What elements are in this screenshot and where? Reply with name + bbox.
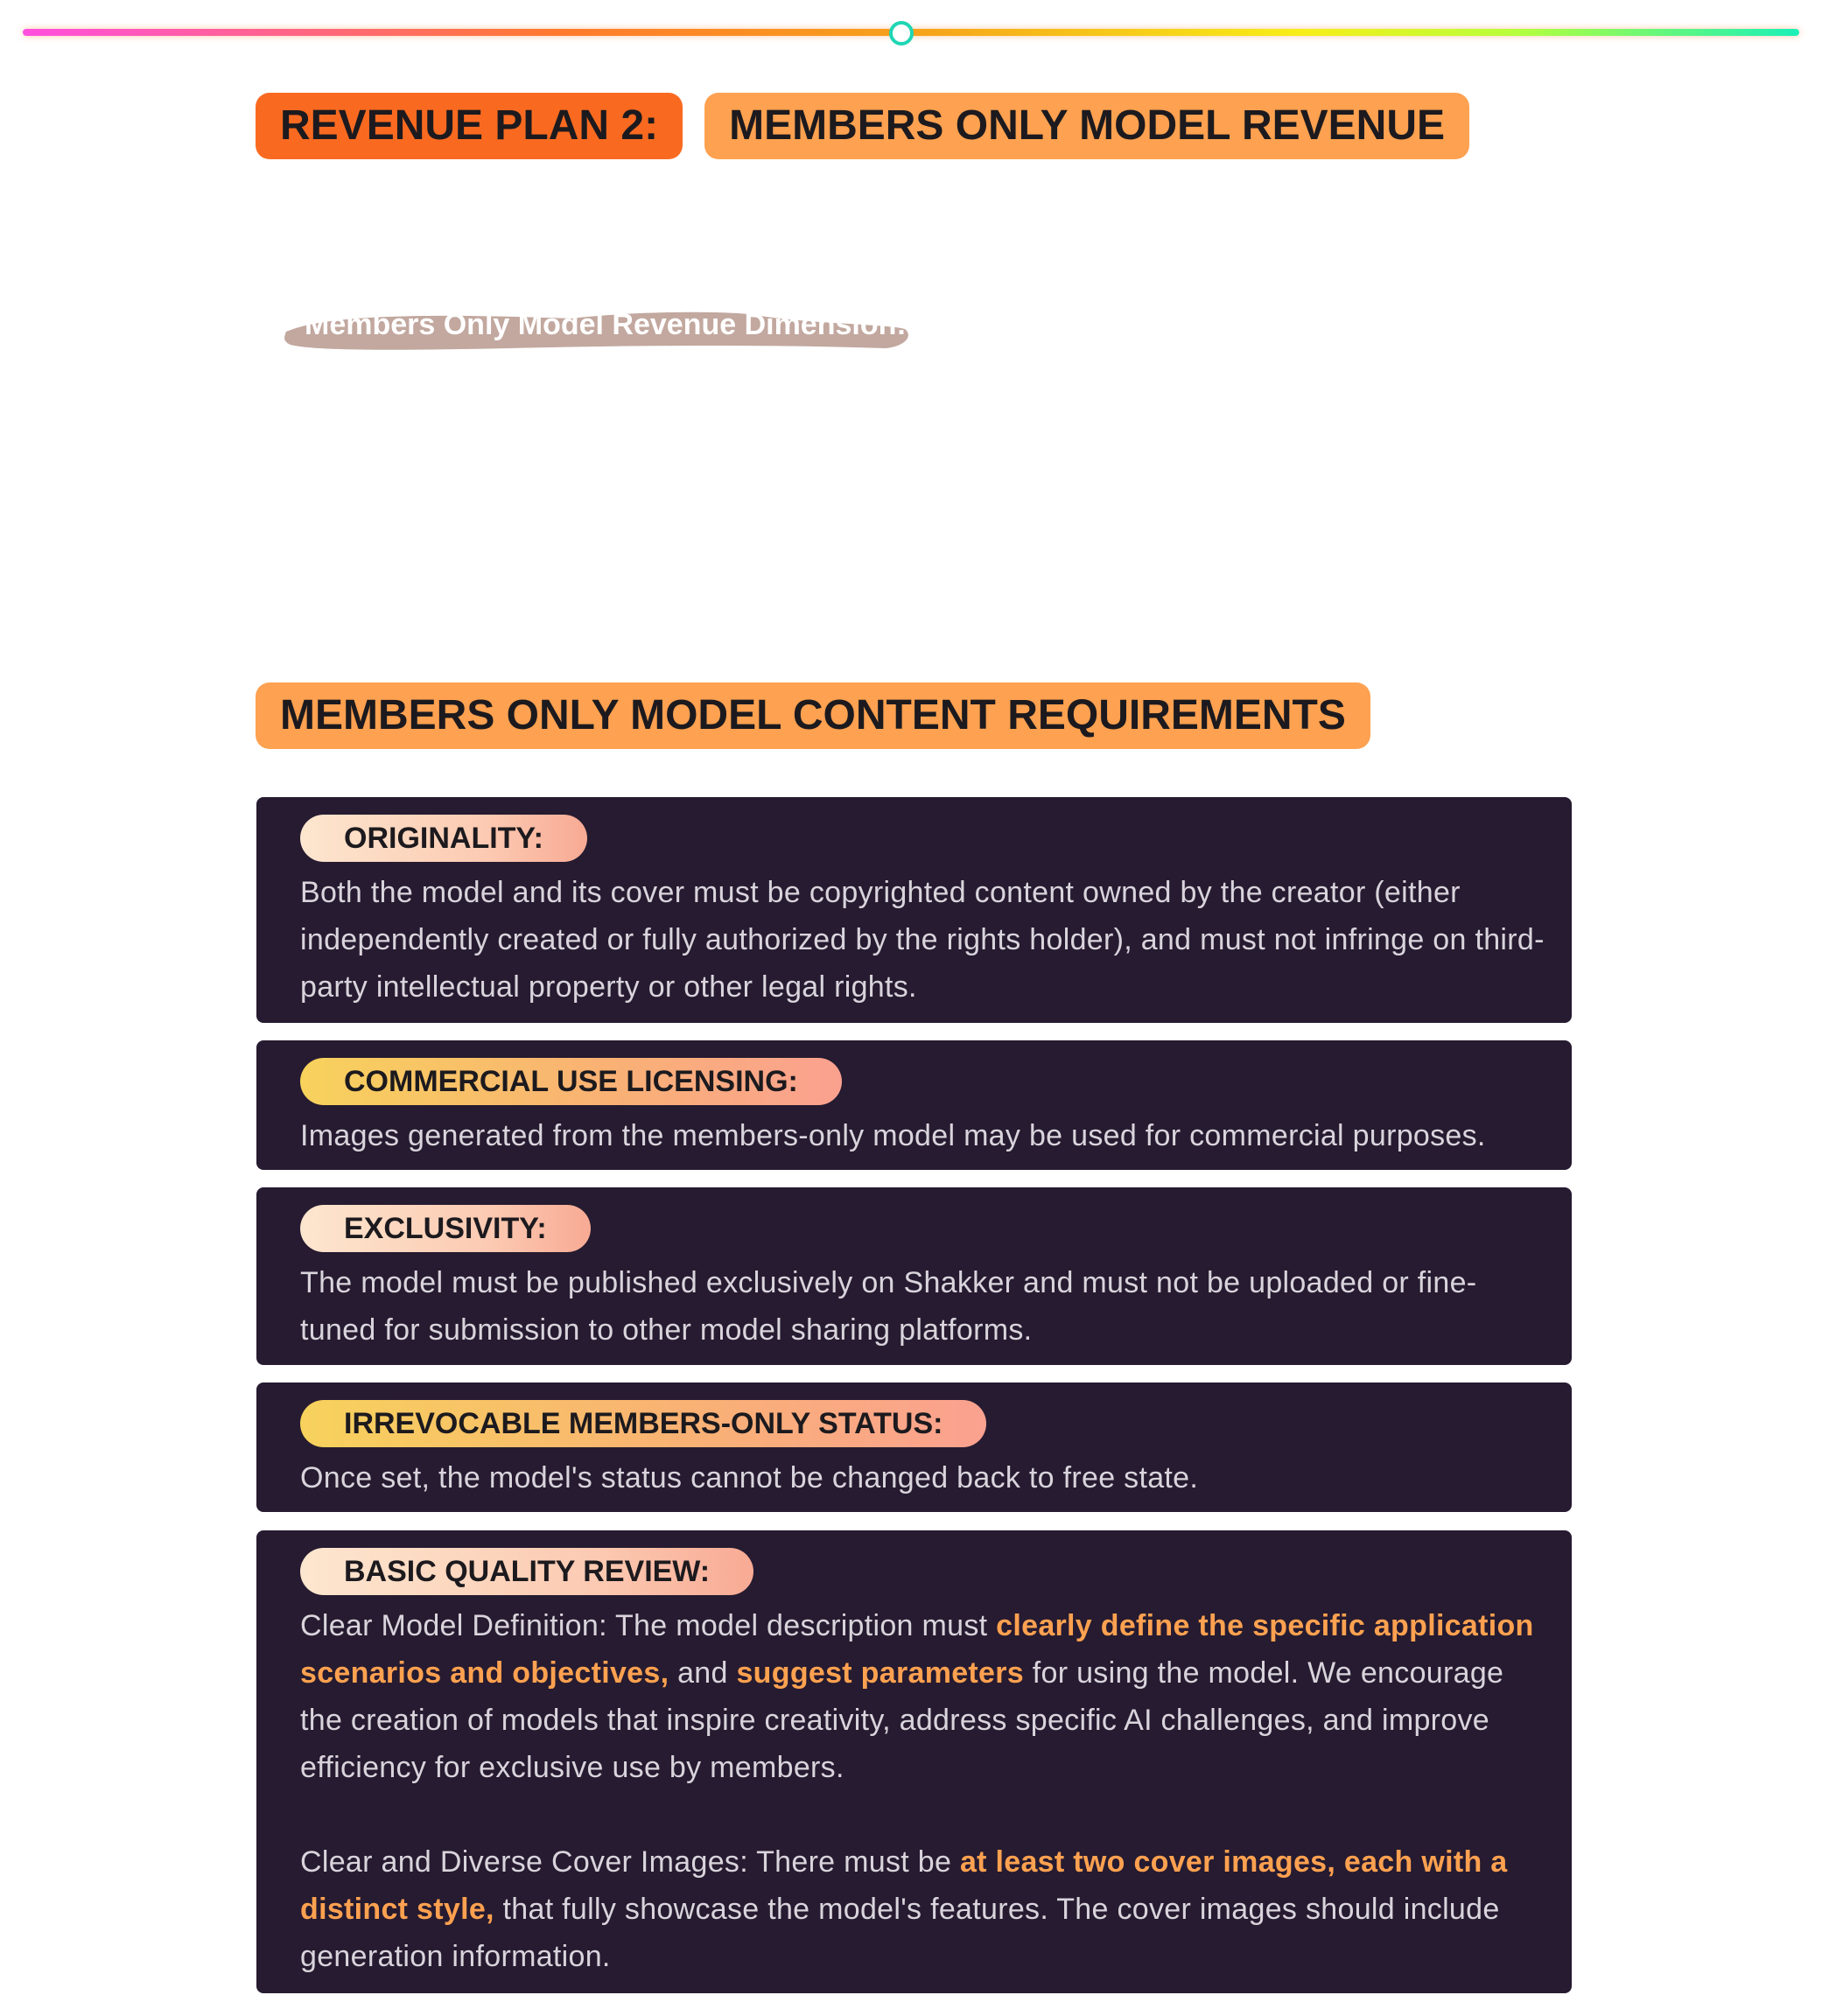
progress-thumb[interactable]: [889, 21, 914, 46]
card-title: ORIGINALITY:: [300, 815, 587, 862]
requirement-card-originality: [256, 797, 1572, 1023]
text-segment: that fully showcase the model's features. The cover images should include generation information.: [300, 1893, 1500, 1973]
text-segment: and: [669, 1656, 737, 1690]
plan-title: MEMBERS ONLY MODEL REVENUE: [704, 93, 1469, 159]
highlight-text: clearly define the specific application scenarios and objectives,: [300, 1609, 1534, 1690]
highlight-text: at least two cover images, each with a distinct style,: [300, 1845, 1508, 1926]
text-segment: for using the model. We encourage the creation of models that inspire creativity, address specific AI challenges, and improve efficiency for exclusive use by members.: [300, 1656, 1504, 1784]
card-text: Images generated from the members-only model may be used for commercial purposes.: [300, 1119, 1486, 1152]
card-text: Both the model and its cover must be copyrighted content owned by the creator (either independently created or fully authorized by the rights holder), and must not infringe on third-party intellectual property or other legal rights.: [300, 876, 1545, 1004]
card-text: Once set, the model's status cannot be changed back to free state.: [300, 1461, 1199, 1494]
card-text: The model must be published exclusively on Shakker and must not be uploaded or fine-tuned for submission to other model sharing platforms.: [300, 1266, 1477, 1347]
bullet-dot: [285, 331, 292, 338]
page-title: [256, 93, 1469, 159]
cover-images-paragraph: [300, 1838, 1551, 1980]
requirement-card-commercial-use: [256, 1040, 1572, 1170]
text-segment: Clear Model Definition: The model description must: [300, 1609, 997, 1642]
requirement-card-quality-review: [256, 1530, 1572, 1993]
requirements-heading: MEMBERS ONLY MODEL CONTENT REQUIREMENTS: [256, 682, 1370, 749]
dimension-label: Members Only Model Revenue Dimension:: [305, 308, 907, 341]
card-title: IRREVOCABLE MEMBERS-ONLY STATUS:: [300, 1400, 986, 1447]
dimension-tag: [282, 304, 914, 352]
highlight-text: suggest parameters: [736, 1656, 1025, 1690]
model-definition-paragraph: [300, 1602, 1551, 1791]
requirement-card-exclusivity: [256, 1187, 1572, 1365]
requirement-card-irrevocable-status: [256, 1382, 1572, 1512]
card-title: EXCLUSIVITY:: [300, 1205, 591, 1252]
card-title: BASIC QUALITY REVIEW:: [300, 1548, 753, 1595]
text-segment: Clear and Diverse Cover Images: There must be: [300, 1845, 960, 1879]
card-title: COMMERCIAL USE LICENSING:: [300, 1058, 842, 1105]
plan-label: REVENUE PLAN 2:: [256, 93, 683, 159]
paragraph-gap: [300, 1791, 1551, 1838]
